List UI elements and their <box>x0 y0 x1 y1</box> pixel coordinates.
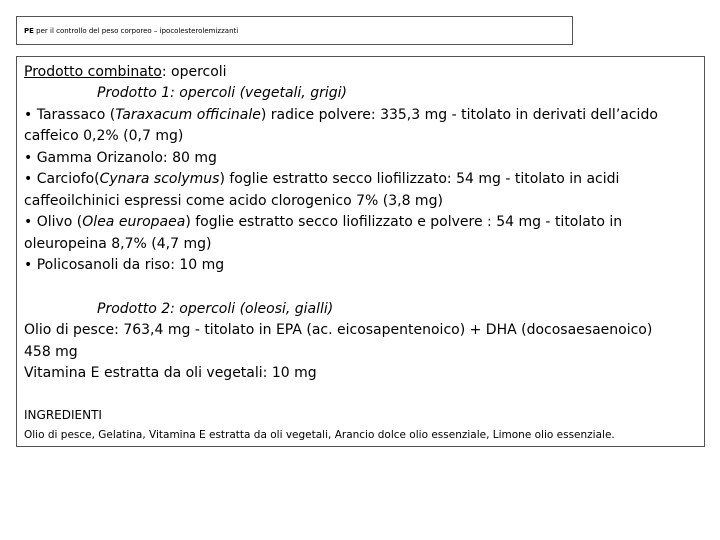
carciofo-pre: • Carciofo( <box>24 171 100 187</box>
gamma-orizanolo-line: • Gamma Orizanolo: 80 mg <box>24 150 217 166</box>
carciofo-post: ) foglie estratto secco liofilizzato: 54 mg - titolato in acidi <box>219 171 620 187</box>
tarassaco-post: ) radice polvere: 335,3 mg - titolato in derivati dell’acido <box>260 107 658 123</box>
olivo-cont: oleuropeina 8,7% (4,7 mg) <box>24 236 212 252</box>
carciofo-line <box>24 169 619 189</box>
olivo-line <box>24 212 622 232</box>
title-text: per il controllo del peso corporeo – ipocolesterolemizzanti <box>33 27 239 35</box>
olivo-latin: Olea europaea <box>82 214 186 230</box>
vitamina-e-line: Vitamina E estratta da oli vegetali: 10 mg <box>24 365 317 381</box>
carciofo-cont: caffeoilchinici espressi come acido clorogenico 7% (3,8 mg) <box>24 193 443 209</box>
tarassaco-latin: Taraxacum officinale <box>115 107 261 123</box>
tarassaco-line <box>24 105 658 125</box>
product-type-line <box>24 62 227 82</box>
product1-heading: Prodotto 1: opercoli (vegetali, grigi) <box>97 85 347 101</box>
ingredients-heading: INGREDIENTI <box>24 408 102 422</box>
product2-heading: Prodotto 2: opercoli (oleosi, gialli) <box>97 301 334 317</box>
product-type-label: Prodotto combinato <box>24 64 162 80</box>
olio-pesce-cont: 458 mg <box>24 344 78 360</box>
title-prefix: PE <box>24 27 34 35</box>
policosanoli-line: • Policosanoli da riso: 10 mg <box>24 257 225 273</box>
carciofo-latin: Cynara scolymus <box>99 171 220 187</box>
tarassaco-pre: • Tarassaco ( <box>24 107 116 123</box>
document-title <box>16 16 573 45</box>
ingredients-list: Olio di pesce, Gelatina, Vitamina E estratta da oli vegetali, Arancio dolce olio essenziale, Limone olio essenziale. <box>24 429 615 441</box>
product-info-panel <box>16 56 705 447</box>
tarassaco-cont: caffeico 0,2% (0,7 mg) <box>24 128 184 144</box>
olivo-pre: • Olivo ( <box>24 214 83 230</box>
olio-pesce-line: Olio di pesce: 763,4 mg - titolato in EPA (ac. eicosapentenoico) + DHA (docosaesaenoico) <box>24 322 653 338</box>
olivo-post: ) foglie estratto secco liofilizzato e polvere : 54 mg - titolato in <box>185 214 623 230</box>
product-type-value: : opercoli <box>161 64 227 80</box>
